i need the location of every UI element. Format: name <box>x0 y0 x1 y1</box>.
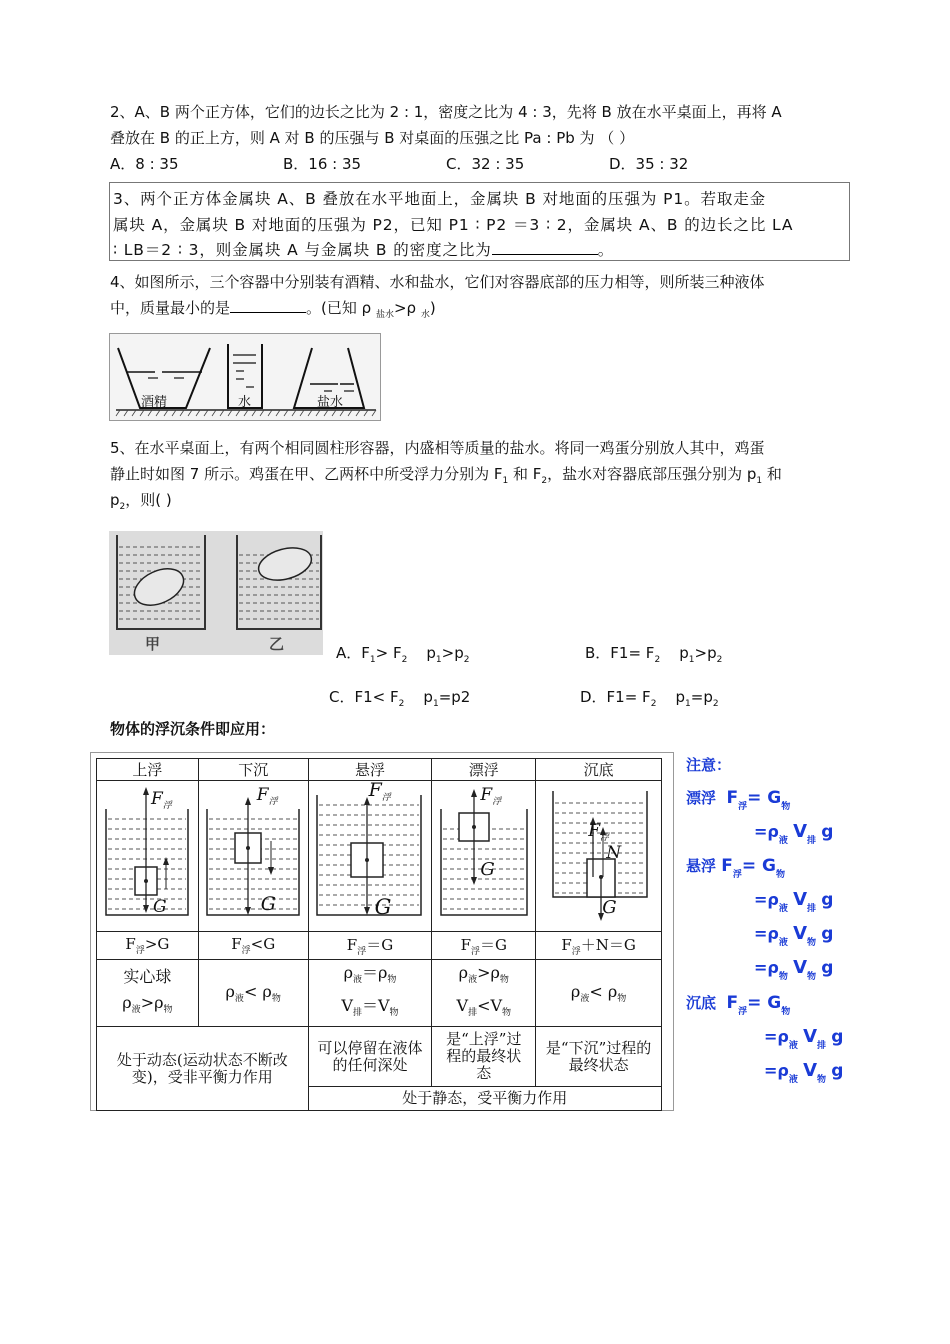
desc-chendi: 是“下沉”过程的最终状态 <box>536 1027 662 1087</box>
force-xuanfu: $F_浮=G$ <box>308 932 432 960</box>
q4-containers-figure <box>109 333 381 421</box>
density-chendi: $\rho_液< \rho_物$ <box>536 960 662 1027</box>
q2-option-a: A．8 : 35 <box>110 155 179 173</box>
q2-line2: 叠放在 B 的正上方，则 A 对 B 的压强与 B 对桌面的压强之比 Pa : Pb 为 （ ） <box>110 129 635 147</box>
note-xuanfu-eq3: $=\rho_液$ $V_物$ g <box>754 923 834 948</box>
q5-option-d: D．$F1= F_2$ $p_1=p_2$ <box>580 688 719 709</box>
q5-option-b: B．$F1= F_2$ $p_1>p_2$ <box>585 644 723 665</box>
water-label: 水 <box>238 395 252 410</box>
cup-jia-label: 甲 <box>145 635 161 653</box>
desc-piaofu: 是“上浮”过程的最终状态 <box>432 1027 536 1087</box>
q4-answer-blank[interactable] <box>230 298 306 313</box>
q3-line3: ∶ LB＝2 ∶ 3，则金属块 A 与金属块 B 的密度之比为 。 <box>113 241 615 259</box>
force-chendi: $F_浮+N=G$ <box>536 932 662 960</box>
q3-line2: 属块 A，金属块 B 对地面的压强为 P2，已知 P1 ∶ P2 ＝3 ∶ 2，金属块 A、B 的边长之比 LA <box>113 216 794 234</box>
q5-line3: $p_2$，则( ) <box>110 491 172 512</box>
cup-yi-label: 乙 <box>269 635 285 653</box>
q5-option-c: C．$F1< F_2$ $p_1=p2$ <box>329 688 471 709</box>
note-xuanfu-eq1: 悬浮 $F_浮= G_物$ <box>686 856 786 880</box>
q5-option-a: A．$F_1> F_2$ $p_1>p_2$ <box>336 644 470 665</box>
q3-answer-blank[interactable] <box>492 240 598 255</box>
section-title: 物体的浮沉条件即应用： <box>110 720 276 738</box>
q3-line1: 3、两个正方体金属块 A、B 叠放在水平地面上，金属块 B 对地面的压强为 P1。若取走金 <box>113 190 767 208</box>
note-chendi-eq1: 沉底 $F_浮= G_物$ <box>686 993 791 1017</box>
note-piaofu-eq2: $=\rho_液$ $V_排$ g <box>754 821 834 846</box>
buoyancy-conditions-table <box>96 758 662 1111</box>
header-shangfu: 上浮 <box>97 759 199 781</box>
q2-line1: 2、A、B 两个正方体，它们的边长之比为 2 : 1，密度之比为 4 : 3，先将 B 放在水平桌面上，再将 A <box>110 103 782 121</box>
note-xuanfu-eq2: $=\rho_液$ $V_排$ g <box>754 889 834 914</box>
q4-line2: 中，质量最小的是 。(已知 ρ $_{盐水}$>ρ $_水$) <box>110 299 436 320</box>
density-xiachen: $\rho_液< \rho_物$ <box>198 960 308 1027</box>
density-shangfu: 实心球 $\rho_液>\rho_物$ <box>97 960 199 1027</box>
q2-option-d: D．35 : 32 <box>609 155 689 173</box>
q4-line1: 4、如图所示，三个容器中分别装有酒精、水和盐水，它们对容器底部的压力相等，则所装三种液体 <box>110 273 765 291</box>
alcohol-label: 酒精 <box>141 395 168 410</box>
q5-line2: 静止时如图 7 所示。鸡蛋在甲、乙两杯中所受浮力分别为 $F_1$ 和 $F_2$，盐水对容器底部压强分别为 $p_1$ 和 <box>110 465 782 486</box>
header-piaofu: 漂浮 <box>432 759 536 781</box>
diagram-xiachen: $F_浮$ G <box>198 781 308 932</box>
desc-static: 处于静态，受平衡力作用 <box>308 1087 661 1111</box>
q3-box <box>109 182 850 261</box>
note-piaofu-eq1: 漂浮 $F_浮= G_物$ <box>686 788 791 812</box>
diagram-xuanfu: $F_浮$ G <box>308 781 432 932</box>
q2-option-c: C．32 : 35 <box>446 155 525 173</box>
force-shangfu: $F_浮>G$ <box>97 932 199 960</box>
note-xuanfu-eq4: $=\rho_物$ $V_物$ g <box>754 957 834 982</box>
desc-xuanfu: 可以停留在液体的任何深处 <box>308 1027 432 1087</box>
note-chendi-eq2: $=\rho_液$ $V_排$ g <box>764 1026 844 1051</box>
diagram-chendi: $F_浮$ N G <box>536 781 662 932</box>
desc-dynamic: 处于动态(运动状态不断改变)，受非平衡力作用 <box>97 1027 309 1111</box>
egg-cups-diagram <box>109 531 323 655</box>
header-xuanfu: 悬浮 <box>308 759 432 781</box>
buoyancy-table-frame <box>90 752 674 1111</box>
q5-eggs-figure <box>109 531 323 655</box>
saltwater-label: 盐水 <box>317 395 344 410</box>
notes-title: 注意： <box>686 756 732 774</box>
diagram-piaofu: $F_浮$ G <box>432 781 536 932</box>
q5-line1: 5、在水平桌面上，有两个相同圆柱形容器，内盛相等质量的盐水。将同一鸡蛋分别放人其中，鸡蛋 <box>110 439 765 457</box>
note-chendi-eq3: $=\rho_液$ $V_物$ g <box>764 1060 844 1085</box>
q2-option-b: B．16 : 35 <box>283 155 362 173</box>
force-xiachen: $F_浮<G$ <box>198 932 308 960</box>
header-chendi: 沉底 <box>536 759 662 781</box>
density-xuanfu: $\rho_液=\rho_物$ $V_排=V_物$ <box>308 960 432 1027</box>
diagram-shangfu: $F_浮$ G <box>97 781 199 932</box>
force-piaofu: $F_浮=G$ <box>432 932 536 960</box>
density-piaofu: $\rho_液>\rho_物$ $V_排<V_物$ <box>432 960 536 1027</box>
header-xiachen: 下沉 <box>198 759 308 781</box>
